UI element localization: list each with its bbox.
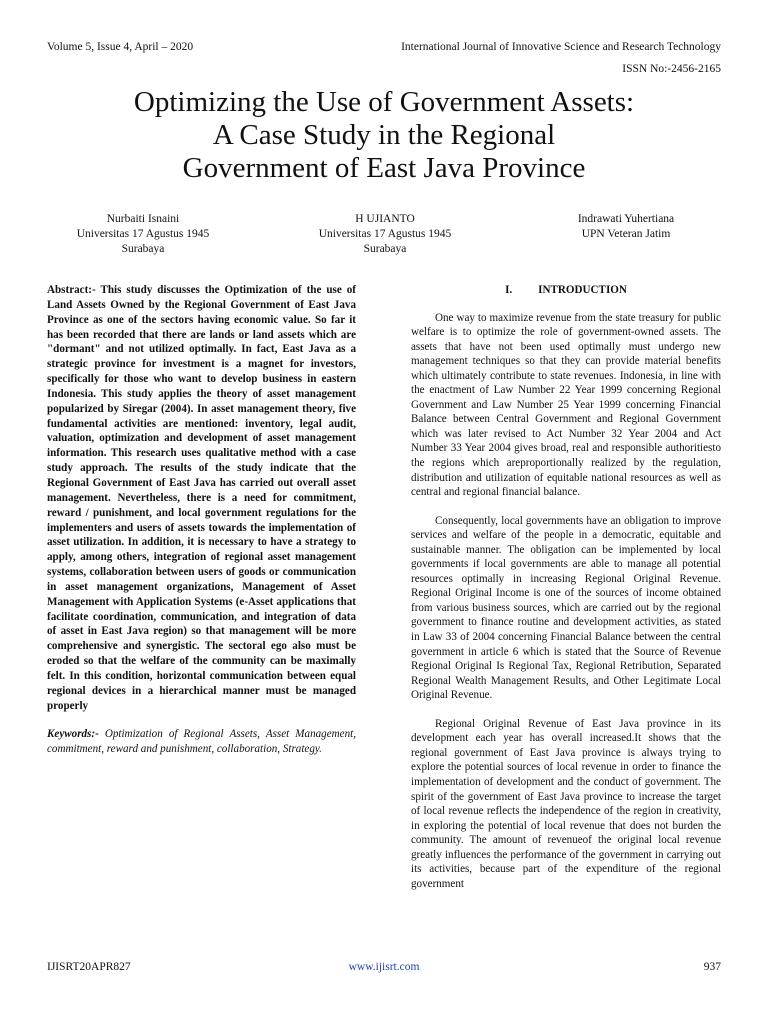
- abstract: Abstract:- This study discusses the Optimization of the use of Land Assets Owned by the Regional Government of East Java Province as one of the sectors having economic value. So far it has been recorded that there are lands or land assets which are "dormant" and not utilized optimally. In fact, East Java as a strategic province for investment is a magnet for investors, specifically for those who want to develop business in eastern Indonesia. This study applies the theory of asset management popularized by Siregar (2004). In asset management theory, five fundamental activities are mentioned: inventory, legal audit, valuation, optimization and development of asset management information. This research uses qualitative method with a case study approach. The results of the study indicate that the Regional Government of East Java has carried out overall asset management. Nevertheless, there is a need for commitment, reward / punishment, and local government regulations for the implementers and users of assets towards the implementation of asset utilization. In addition, it is necessary to have a strategy to apply, among others, integration of regional asset management systems, collaboration between users of goods or communication in asset management organizations, Management of Asset Management with Application Systems (e-Asset applications that facilitate coordination, communication, and integration of data of asset in East Java region) so that management will be more comprehensive and synergistic. The sectoral ego also must be eroded so that the welfare of the community can be maximally felt. In this condition, horizontal communication between equal regional devices in a hierarchical manner must be managed properly: [47, 284, 356, 712]
- author-name: Indrawati Yuhertiana: [577, 213, 675, 225]
- right-column: [411, 283, 721, 905]
- author-block-3: [530, 212, 722, 242]
- body-paragraph: Regional Original Revenue of East Java province in its development each year has overall increased.It shows that the regional government of East Java province is always trying to explore the potential sources of local revenue in order to finance the implementation of development and the conduct of government. The spirit of the government of East Java province to increase the target of local revenue reflects the independence of the region in creativity, in exploring the potential of local revenue that does not burden the community. The amount of revenueof the original local revenue greatly influences the performance of the government in carrying out its activities, because part of the expenditure of the regional government: [411, 717, 721, 890]
- keywords-text: Optimization of Regional Assets, Asset Management, commitment, reward and punishment, collaboration, Strategy.: [47, 728, 356, 756]
- author-affiliation: Universitas 17 Agustus 1945: [76, 228, 210, 240]
- section-title: INTRODUCTION: [538, 284, 627, 296]
- volume-info: Volume 5, Issue 4, April – 2020: [47, 41, 194, 53]
- title-line: Government of East Java Province: [182, 152, 586, 184]
- keywords-label: Keywords:-: [47, 728, 99, 741]
- keywords: [47, 727, 356, 757]
- left-column: [47, 283, 356, 757]
- page-number: 937: [703, 961, 721, 973]
- section-heading: [411, 283, 721, 298]
- paper-title: [60, 86, 708, 185]
- title-line: Optimizing the Use of Government Assets:: [133, 86, 635, 118]
- author-block-1: [48, 212, 238, 257]
- author-city: Surabaya: [121, 243, 165, 255]
- section-number: I.: [505, 284, 513, 296]
- author-name: Nurbaiti Isnaini: [106, 213, 180, 225]
- footer-url-wrap: [0, 961, 768, 973]
- body-paragraph: Consequently, local governments have an obligation to improve services and welfare of the people in a democratic, equitable and sustainable manner. The obligation can be implemented by local governments if local governments are able to manage all potential resources optimally in increasing Regional Original Revenue. Regional Original Income is one of the sources of income obtained from various business sources, which are carried out by the regional government to finance routine and development activities, as stated in Law 33 of 2004 concerning Financial Balance between the central government in article 6 which is stated that the Source of Revenue Regional Original Is Regional Tax, Regional Retribution, Separated Regional Wealth Management Results, and Other Legitimate Local Original Revenue.: [411, 514, 721, 702]
- author-affiliation: Universitas 17 Agustus 1945: [318, 228, 452, 240]
- author-affiliation: UPN Veteran Jatim: [581, 228, 671, 240]
- title-line: A Case Study in the Regional: [212, 119, 556, 151]
- author-block-2: [290, 212, 480, 257]
- body-paragraph: One way to maximize revenue from the state treasury for public welfare is to optimize the role of government-owned assets. The assets that have not been used optimally must undergo new management techniques so that they can provide material benefits which ultimately contribute to state revenues. Indonesia, in line with the enactment of Law Number 22 Year 1999 concerning Regional Government and Law Number 25 Year 1999 concerning Financial Balance between Central Government and Regional Government which was later revised to Act Number 32 Year 2004 and Act Number 33 Year 2004 gives broad, real and responsible authoritiesto the regions which areproportionally realized by the regulation, distribution and utilization of equitable national resources as well as central and regional financial balance.: [411, 311, 721, 499]
- author-city: Surabaya: [363, 243, 407, 255]
- paper-code: IJISRT20APR827: [47, 961, 131, 973]
- journal-url-link[interactable]: www.ijisrt.com: [348, 961, 420, 973]
- journal-name: International Journal of Innovative Science and Research Technology: [401, 41, 721, 53]
- author-name: H UJIANTO: [355, 213, 415, 225]
- issn: ISSN No:-2456-2165: [622, 63, 721, 75]
